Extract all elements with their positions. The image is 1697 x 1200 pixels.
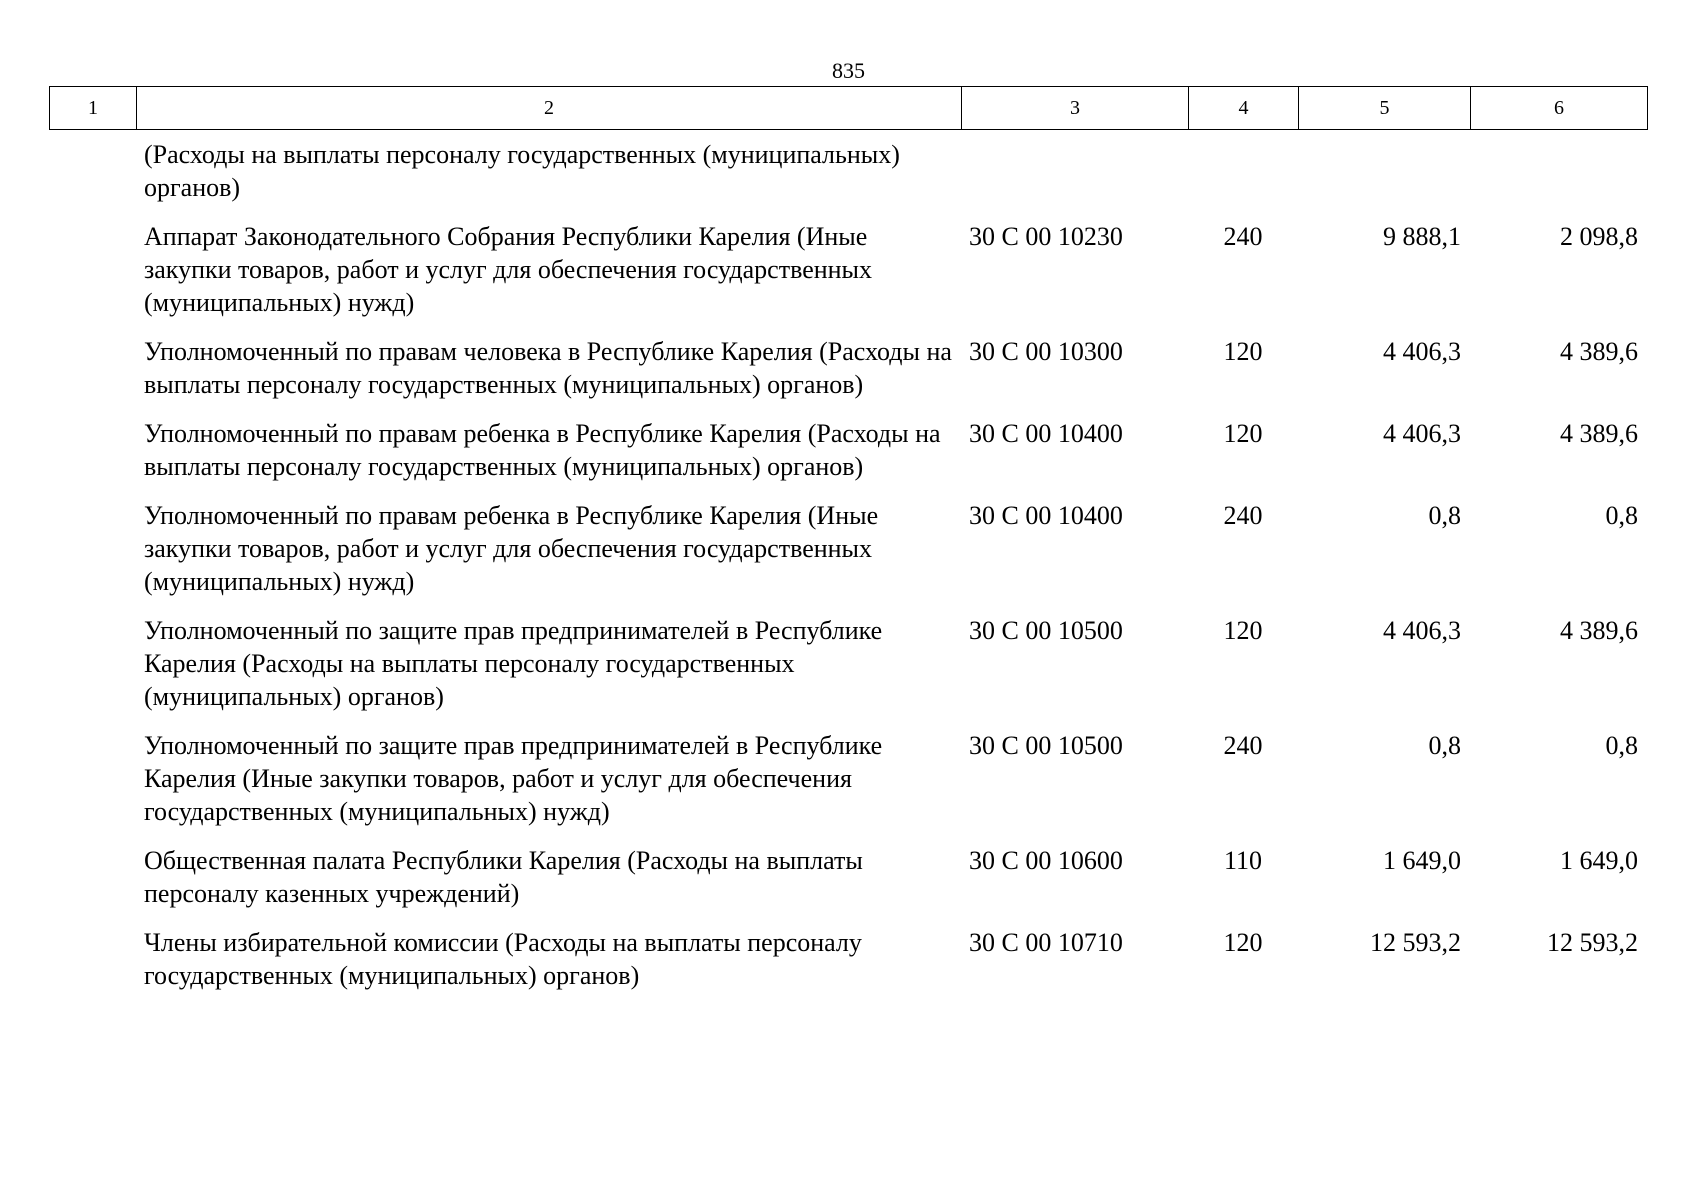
amount-column-6: 12 593,2 (1547, 928, 1638, 957)
table-row (49, 417, 1647, 483)
row-number-cell (49, 138, 136, 204)
expense-type-code: 240 (1223, 731, 1263, 760)
target-article-code: 30 С 00 10300 (969, 337, 1123, 366)
target-article-code: 30 С 00 10400 (969, 501, 1123, 530)
table-row (49, 138, 1647, 204)
amount-column-6: 0,8 (1605, 731, 1638, 760)
table-row (49, 220, 1647, 319)
amount-column-6: 0,8 (1605, 501, 1638, 530)
header-cell-6: 6 (1471, 87, 1648, 130)
row-number-cell (49, 614, 136, 713)
amount-column-6: 2 098,8 (1560, 222, 1638, 251)
amount-column-6 (1470, 138, 1647, 204)
expense-name: Члены избирательной комиссии (Расходы на выплаты персоналу государственных (муниципальных) органов) (144, 928, 862, 990)
amount-column-6: 1 649,0 (1560, 846, 1638, 875)
row-number-cell (49, 926, 136, 992)
amount-column-6: 4 389,6 (1560, 337, 1638, 366)
row-number-cell (49, 844, 136, 910)
expense-name: Уполномоченный по правам ребенка в Республике Карелия (Иные закупки товаров, работ и услуг для обеспечения государственных (муниципальных) нужд) (144, 501, 879, 596)
table-row (49, 926, 1647, 992)
row-number-cell (49, 729, 136, 828)
header-cell-1: 1 (50, 87, 137, 130)
amount-column-5: 9 888,1 (1383, 222, 1461, 251)
target-article-code: 30 С 00 10500 (969, 616, 1123, 645)
expense-type-code: 110 (1223, 846, 1263, 875)
expense-name: Уполномоченный по защите прав предпринимателей в Республике Карелия (Расходы на выплаты персоналу государственных (муниципальных) органов) (144, 616, 883, 711)
table-row (49, 335, 1647, 401)
expense-name: Аппарат Законодательного Собрания Республики Карелия (Иные закупки товаров, работ и услуг для обеспечения государственных (муниципальных) нужд) (144, 222, 873, 317)
amount-column-6: 4 389,6 (1560, 616, 1638, 645)
expense-type-code: 240 (1223, 501, 1263, 530)
table-row (49, 844, 1647, 910)
amount-column-5: 12 593,2 (1370, 928, 1461, 957)
expense-name: Уполномоченный по защите прав предпринимателей в Республике Карелия (Иные закупки товаров, работ и услуг для обеспечения государственных (муниципальных) нужд) (144, 731, 883, 826)
row-number-cell (49, 220, 136, 319)
target-article-code (961, 138, 1188, 204)
header-cell-2: 2 (137, 87, 962, 130)
target-article-code: 30 С 00 10230 (969, 222, 1123, 251)
amount-column-5: 0,8 (1428, 501, 1461, 530)
expense-type-code: 120 (1223, 337, 1263, 366)
amount-column-5: 0,8 (1428, 731, 1461, 760)
table-body (49, 138, 1647, 1008)
amount-column-5: 4 406,3 (1383, 337, 1461, 366)
target-article-code: 30 С 00 10400 (969, 419, 1123, 448)
amount-column-5: 1 649,0 (1383, 846, 1461, 875)
expense-type-code: 120 (1223, 616, 1263, 645)
row-number-cell (49, 335, 136, 401)
header-cell-5: 5 (1299, 87, 1471, 130)
table-row (49, 499, 1647, 598)
expense-name: Уполномоченный по правам человека в Республике Карелия (Расходы на выплаты персоналу государственных (муниципальных) органов) (144, 337, 952, 399)
header-row (50, 87, 1648, 130)
expense-name: Уполномоченный по правам ребенка в Республике Карелия (Расходы на выплаты персоналу государственных (муниципальных) органов) (144, 419, 941, 481)
header-cell-4: 4 (1189, 87, 1299, 130)
expense-type-code: 120 (1223, 928, 1263, 957)
column-number-header (49, 86, 1648, 130)
table-row (49, 729, 1647, 828)
expense-type-code (1188, 138, 1298, 204)
row-number-cell (49, 499, 136, 598)
amount-column-5: 4 406,3 (1383, 419, 1461, 448)
target-article-code: 30 С 00 10600 (969, 846, 1123, 875)
expense-name: (Расходы на выплаты персоналу государственных (муниципальных) органов) (144, 140, 900, 202)
target-article-code: 30 С 00 10710 (969, 928, 1123, 957)
header-cell-3: 3 (962, 87, 1189, 130)
row-number-cell (49, 417, 136, 483)
amount-column-5: 4 406,3 (1383, 616, 1461, 645)
page-number: 835 (832, 58, 865, 83)
table-row (49, 614, 1647, 713)
expense-name: Общественная палата Республики Карелия (Расходы на выплаты персоналу казенных учреждений) (144, 846, 863, 908)
amount-column-6: 4 389,6 (1560, 419, 1638, 448)
expense-type-code: 240 (1223, 222, 1263, 251)
target-article-code: 30 С 00 10500 (969, 731, 1123, 760)
amount-column-5 (1298, 138, 1470, 204)
expense-type-code: 120 (1223, 419, 1263, 448)
